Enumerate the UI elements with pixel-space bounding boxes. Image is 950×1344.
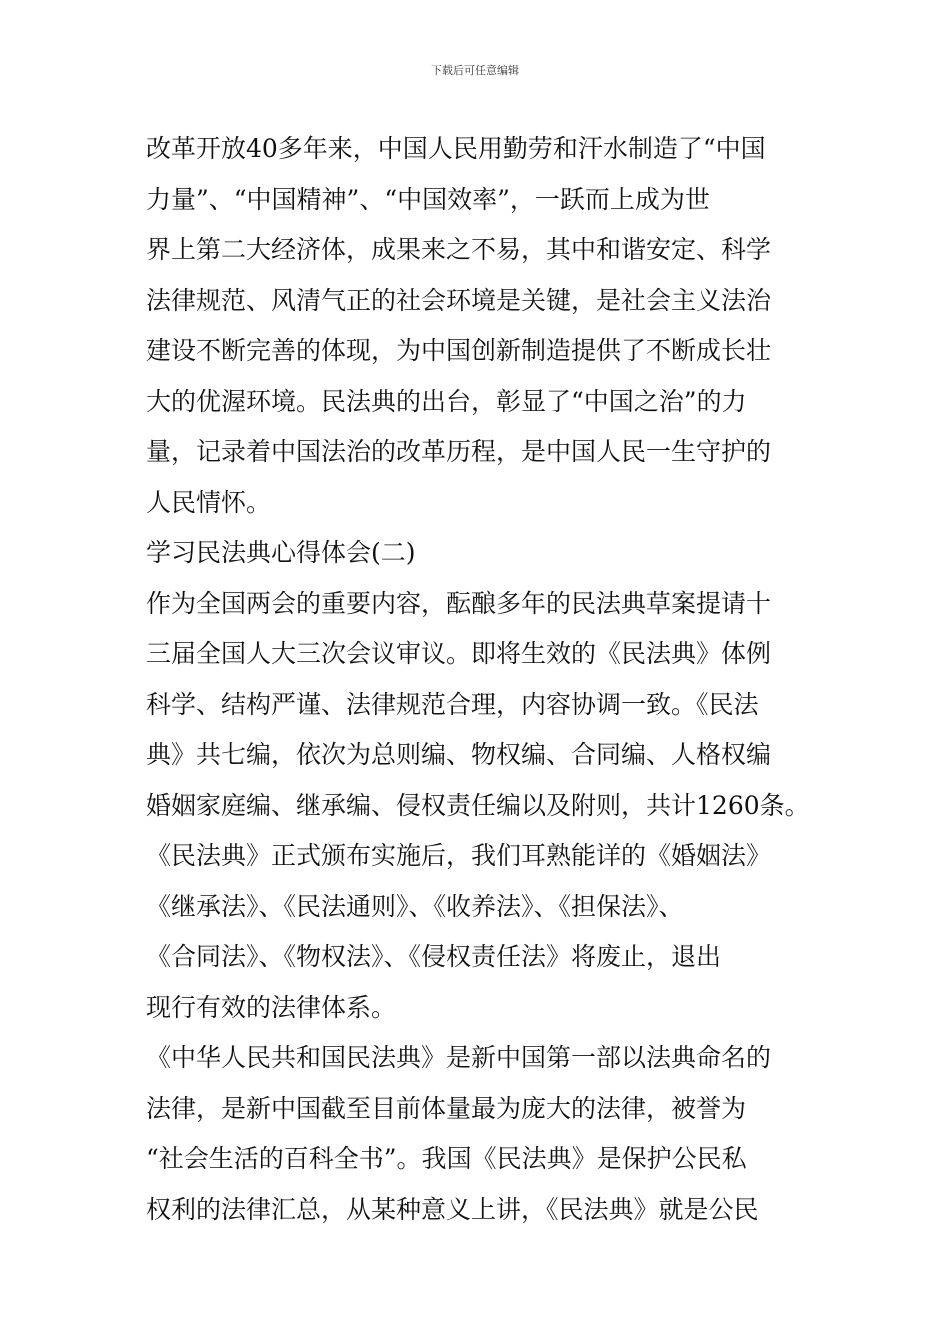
document-body (146, 124, 826, 1235)
text-line: 界上第二大经济体，成果来之不易，其中和谐安定、科学 (146, 235, 772, 264)
text-line: 建设不断完善的体现，为中国创新制造提供了不断成长壮 (146, 336, 772, 365)
text-line: 现行有效的法律体系。 (146, 992, 397, 1022)
text-line: 三届全国人大三次会议审议。即将生效的《民法典》体例 (146, 639, 772, 668)
text-line: 改革开放40多年来，中国人民用勤劳和汗水制造了“中国 (146, 134, 766, 163)
page-header: 下载后可任意编辑 (431, 64, 519, 77)
text-line: 人民情怀。 (146, 487, 272, 517)
text-line: 科学、结构严谨、法律规范合理，内容协调一致。《民法 (146, 689, 759, 719)
text-line: 法律规范、风清气正的社会环境是关键，是社会主义法治 (146, 285, 772, 315)
text-line: 力量”、“中国精神”、“中国效率”，一跃而上成为世 (146, 184, 710, 214)
text-line: 《继承法》、《民法通则》、《收养法》、《担保法》、 (146, 891, 684, 921)
text-line: 大的优渥环境。民法典的出台，彰显了“中国之治”的力 (146, 386, 747, 416)
text-line: 作为全国两会的重要内容，酝酿多年的民法典草案提请十 (146, 588, 772, 618)
text-line: 法律，是新中国截至目前体量最为庞大的法律，被誉为 (146, 1093, 747, 1123)
section-heading: 学习民法典心得体会(二) (146, 538, 416, 567)
text-line: 《合同法》、《物权法》、《侵权责任法》将废止，退出 (146, 942, 722, 971)
text-line: 《中华人民共和国民法典》是新中国第一部以法典命名的 (146, 1043, 772, 1072)
text-line: 量，记录着中国法治的改革历程，是中国人民一生守护的 (146, 437, 772, 466)
text-line: 典》共七编，依次为总则编、物权编、合同编、人格权编 (146, 740, 772, 769)
text-line: “社会生活的百科全书”。我国《民法典》是保护公民私 (146, 1144, 747, 1173)
text-line: 《民法典》正式颁布实施后，我们耳熟能详的《婚姻法》 (146, 841, 772, 870)
text-line: 权利的法律汇总，从某种意义上讲，《民法典》就是公民 (146, 1194, 759, 1224)
text-line: 婚姻家庭编、继承编、侵权责任编以及附则，共计1260条。 (146, 790, 810, 820)
